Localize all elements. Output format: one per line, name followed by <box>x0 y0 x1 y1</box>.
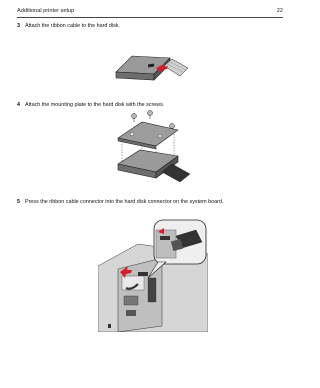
step-number: 3 <box>17 23 20 29</box>
system-board-connector-illustration <box>98 214 208 332</box>
step-3 <box>17 23 120 30</box>
step-text: Attach the mounting plate to the hard disk with the screws. <box>25 102 165 108</box>
header-title: Additional printer setup <box>17 8 75 14</box>
step-text: Press the ribbon cable connector into the hard disk connector on the system board. <box>25 199 224 205</box>
hard-disk-ribbon-illustration <box>112 52 192 86</box>
mounting-plate-illustration <box>112 110 192 190</box>
step-5 <box>17 199 223 206</box>
step-4 <box>17 102 164 109</box>
step-number: 5 <box>17 199 20 205</box>
page-number: 22 <box>276 8 283 14</box>
step-text: Attach the ribbon cable to the hard disk. <box>25 23 120 29</box>
header-rule <box>17 17 283 18</box>
step-number: 4 <box>17 102 20 108</box>
